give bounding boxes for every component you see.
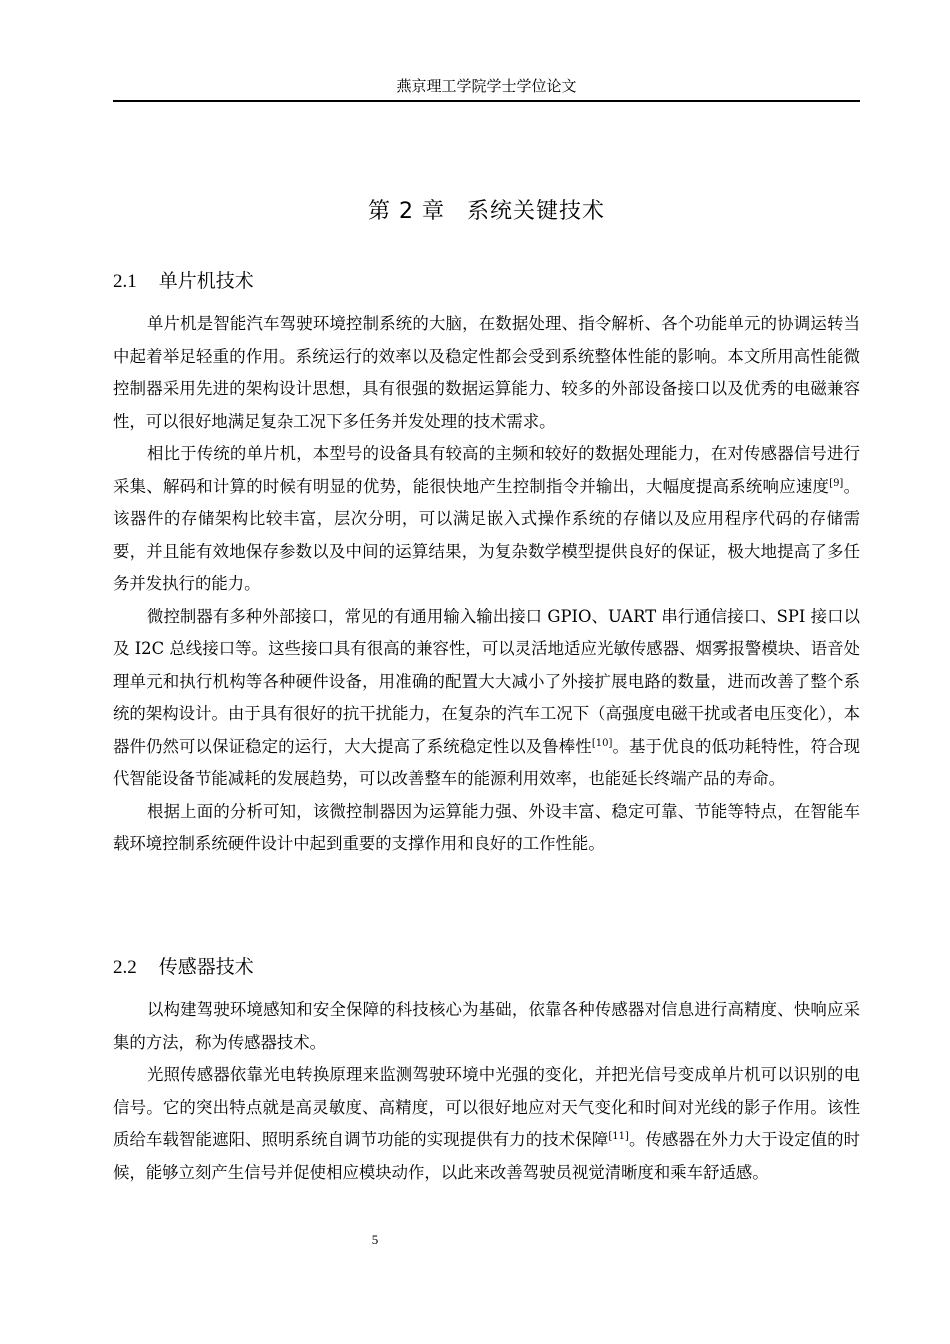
paragraph: 微控制器有多种外部接口，常见的有通用输入输出接口 GPIO、UART 串行通信接口、SPI 接口以及 I2C 总线接口等。这些接口具有很高的兼容性，可以灵活地适应光敏传感器、烟雾报警模块、语音处理单元和执行机构等各种硬件设备，用准确的配置大大减小了外接扩展电路的数量，进而改善了整个系统的架构设计。由于具有很好的抗干扰能力，在复杂的汽车工况下（高强度电磁干扰或者电压变化），本器件仍然可以保证稳定的运行，大大提高了系统稳定性以及鲁棒性[10]。基于优良的低功耗特性，符合现代智能设备节能减耗的发展趋势，可以改善整车的能源利用效率，也能延长终端产品的寿命。 bbox=[113, 606, 861, 788]
citation-ref: [10] bbox=[591, 737, 613, 749]
section-body-2-2 bbox=[113, 994, 860, 1189]
section-heading-2-2 bbox=[113, 953, 860, 982]
page-number: 5 bbox=[371, 1232, 379, 1247]
section-title: 传感器技术 bbox=[158, 956, 254, 978]
chapter-name: 系统关键技术 bbox=[466, 199, 605, 224]
section-number: 2.1 bbox=[113, 271, 137, 292]
chapter-number: 第 2 章 bbox=[368, 199, 445, 224]
running-header: 燕京理工学院学士学位论文 bbox=[396, 77, 577, 95]
section-number: 2.2 bbox=[113, 957, 137, 978]
paragraph: 根据上面的分析可知，该微控制器因为运算能力强、外设丰富、稳定可靠、节能等特点，在智能车载环境控制系统硬件设计中起到重要的支撑作用和良好的工作性能。 bbox=[113, 801, 860, 853]
paragraph: 相比于传统的单片机，本型号的设备具有较高的主频和较好的数据处理能力，在对传感器信号进行采集、解码和计算的时候有明显的优势，能很快地产生控制指令并输出，大幅度提高系统响应速度[9]。该器件的存储架构比较丰富，层次分明，可以满足嵌入式操作系统的存储以及应用程序代码的存储需要，并且能有效地保存参数以及中间的运算结果，为复杂数学模型提供良好的保证，极大地提高了多任务并发执行的能力。 bbox=[113, 444, 860, 593]
citation-ref: [11] bbox=[608, 1131, 629, 1142]
chapter-title bbox=[113, 196, 860, 228]
paragraph: 以构建驾驶环境感知和安全保障的科技核心为基础，依靠各种传感器对信息进行高精度、快响应采集的方法，称为传感器技术。 bbox=[113, 1000, 860, 1052]
paragraph: 光照传感器依靠光电转换原理来监测驾驶环境中光强的变化，并把光信号变成单片机可以识别的电信号。它的突出特点就是高灵敏度、高精度，可以很好地应对天气变化和时间对光线的影子作用。该性质给车载智能遮阳、照明系统自调节功能的实现提供有力的技术保障[11]。传感器在外力大于设定值的时候，能够立刻产生信号并促使相应模块动作，以此来改善驾驶员视觉清晰度和乘车舒适感。 bbox=[113, 1065, 861, 1182]
section-body-2-1 bbox=[113, 308, 860, 861]
citation-ref: [9] bbox=[829, 477, 844, 489]
section-title: 单片机技术 bbox=[158, 270, 254, 292]
paragraph: 单片机是智能汽车驾驶环境控制系统的大脑，在数据处理、指令解析、各个功能单元的协调运转当中起着举足轻重的作用。系统运行的效率以及稳定性都会受到系统整体性能的影响。本文所用高性能微控制器采用先进的架构设计思想，具有很强的数据运算能力、较多的外部设备接口以及优秀的电磁兼容性，可以很好地满足复杂工况下多任务并发处理的技术需求。 bbox=[113, 314, 860, 431]
section-heading-2-1 bbox=[113, 267, 860, 296]
header-rule bbox=[113, 100, 860, 102]
